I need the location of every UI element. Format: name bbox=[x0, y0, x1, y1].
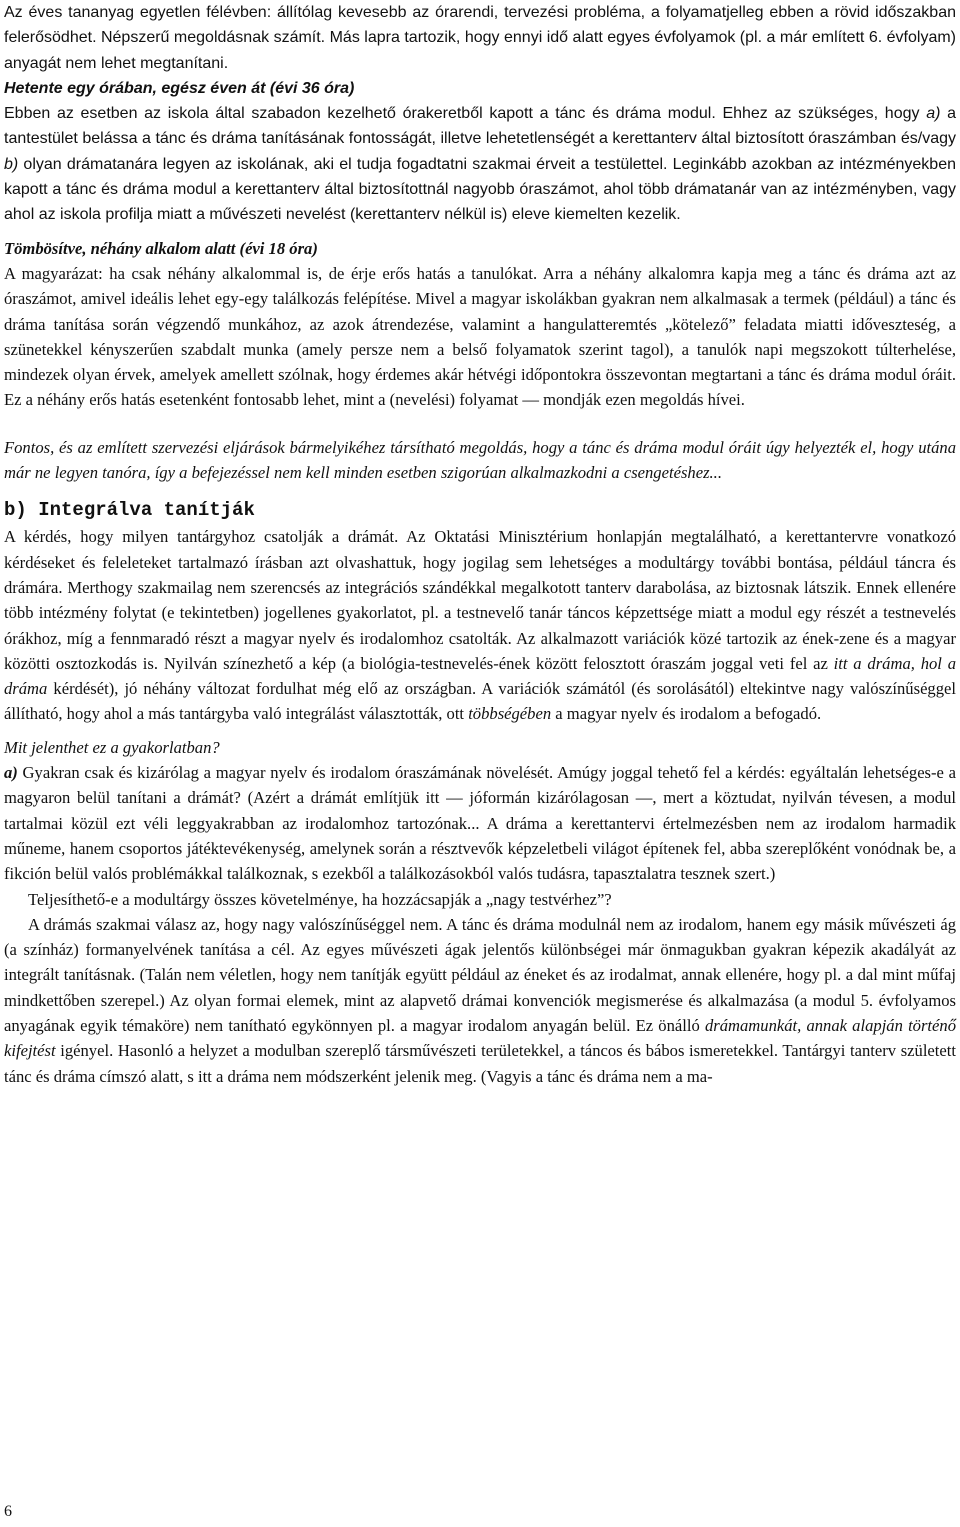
paragraph-condensed: A magyarázat: ha csak néhány alkalommal is, de érje erős hatás a tanulókat. Arra a néhány alkalomra kapja meg a tánc és dráma azt az óraszámot, amivel ideális lehet egy-egy találkozás felépítése. Mivel a magyar iskolákban gyakran nem alkalmasak a termek (például) a tánc és dráma tanítása során végzendő munkához, az azok átrendezése, valamint a hangulatteremtés „kötelező” feladata miatti időveszteség, a szünetekkel kényszerűen szabdalt munka (amely persze nem a belső folyamatok szerint tagol), a tanulók napi megszokott túlterhelése, mindezek olyan érvek, amelyek amellett szólnak, hogy érdemes akár hétvégi időpontokra összevontan megtartani a tánc és dráma modul óráit. Ez a néhány erős hatás esetenként fontosabb lehet, mint a (nevelési) folyamat — mondják ezen megoldás hívei. bbox=[4, 263, 956, 410]
integrated-text-3: a magyar nyelv és irodalom a befogadó. bbox=[551, 704, 822, 724]
answer-text-1: A drámás szakmai válasz az, hogy nagy valószínűséggel nem. A tánc és dráma modulnál nem az irodalom, hanem egy másik művészeti ág (a színház) formanyelvének tanítása a cél. Az egyes művészeti ágak jelentős különbségei már önmagukban gyakran képezik akadályát az integrált tanításnak. (Talán nem véletlen, hogy nem tanítják együtt például az éneket és az irodalmat, annak ellenére, hogy pl. a dal mint műfaj mindkettőben szerepel.) Az olyan formai elemek, mint az alapvető drámai konvenciók megismerése és alkalmazása (a modul 5. évfolyamos anyagának egyik témaköre) nem tanítható egykönnyen pl. a magyar irodalom anyagán belül. Ez önálló bbox=[4, 914, 956, 1035]
spacer bbox=[4, 228, 956, 236]
paragraph-integrated bbox=[4, 524, 956, 726]
heading-weekly: Hetente egy órában, egész éven át (évi 36 óra) bbox=[4, 79, 355, 97]
answer-text-2: igényel. Hasonló a helyzet a modulban szereplő társművészeti területekkel, a táncos és bábos ismeretekkel. Tantárgyi tanterv született tánc és dráma címszó alatt, s itt a dráma nem módszerként jelenik meg. (Vagyis a tánc és dráma nem a ma- bbox=[4, 1041, 956, 1086]
paragraph-note: Fontos, és az említett szervezési eljárások bármelyikéhez társítható megoldás, hogy a tánc és dráma modul óráit úgy helyezték el, hogy utána már ne legyen tanóra, így a befejezéssel nem kell minden esetben szigorúan alkalmazkodni a csengetéshez... bbox=[4, 437, 956, 483]
weekly-marker-a: a) bbox=[926, 105, 941, 123]
weekly-marker-b: b) bbox=[4, 155, 19, 173]
paragraph-practice bbox=[4, 760, 956, 886]
practice-marker-a: a) bbox=[4, 763, 18, 783]
spacer bbox=[4, 485, 956, 497]
heading-integrated: b) Integrálva tanítják bbox=[4, 499, 255, 522]
spacer bbox=[4, 413, 956, 435]
weekly-text-2: a tantestület belássa a tánc és dráma tanításának fontosságát, illetve lehetetlenségét a kerettanterv által biztosított óraszámban és/vagy bbox=[4, 105, 957, 148]
integrated-italic-2: többségében bbox=[468, 704, 552, 724]
heading-practice: Mit jelenthet ez a gyakorlatban? bbox=[4, 737, 220, 757]
page-number: 6 bbox=[4, 1503, 12, 1520]
paragraph-single-semester: Az éves tananyag egyetlen félévben: állítólag kevesebb az órarendi, tervezési probléma, a folyamatjelleg ebben a rövid időszakban felerősödhet. Népszerű megoldásnak számít. Más lapra tartozik, hogy ennyi idő alatt egyes évfolyamok (pl. a már említett 6. évfolyam) anyagát nem lehet megtanítani. bbox=[4, 4, 956, 72]
spacer bbox=[4, 727, 956, 735]
weekly-text-3: olyan drámatanára legyen az iskolának, aki el tudja fogadtatni szakmai érveit a testülettel. Leginkább azokban az intézményekben kapott a tánc és dráma modul a kerettanterv által biztosítottnál nagyobb óraszámot, ahol több drámatanár van az intézményben, vagy ahol az iskola profilja miatt a művészeti nevelést (kerettanterv nélkül is) eleve kiemelten kezelik. bbox=[4, 155, 956, 224]
paragraph-answer bbox=[4, 912, 956, 1089]
integrated-text-2: kérdését), jó néhány változat fordulhat még elő az országban. A variációk számától (és sorolásától) eltekintve nagy valószínűséggel állítható, hogy ahol a más tantárgyba való integrálást választották, ott bbox=[4, 679, 956, 724]
integrated-italic-1: itt a dráma, hol a dráma bbox=[4, 653, 957, 699]
paragraph-weekly bbox=[4, 101, 956, 227]
practice-text: Gyakran csak és kizárólag a magyar nyelv és irodalom óraszámának növelését. Amúgy joggal tehető fel a kérdés: egyáltalán lehetséges-e a magyaron belül tanítani a drámát? (Azért a drámát említjük itt — jóformán kizárólagosan —, mert a köztudat, nyilván tévesen, a modul tartalmai közül ezt véli leggyakrabban az irodalomhoz tartozónak... A dráma a kerettantervi értelmezésben nem az irodalom harmadik műneme, hanem csoportos játéktevékenység, amelynek során a résztvevők képzeletbeli világot építenek fel, abba szereplőként vonódnak be, a fikción belül valós problémákkal találkoznak, s ezekből a találkozásokból valós tudásra, tapasztalatra tesznek szert.) bbox=[4, 763, 956, 884]
weekly-text-1: Ebben az esetben az iskola által szabadon kezelhető órakeretből kapott a tánc és dráma modul. Ehhez az szükséges, hogy bbox=[4, 105, 927, 123]
answer-italic-1: drámamunkát, annak alapján történő kifejtést bbox=[4, 1015, 957, 1061]
paragraph-question: Teljesíthető-e a modultárgy összes követelménye, ha hozzácsapják a „nagy testvérhez”? bbox=[28, 889, 612, 909]
integrated-text-1: A kérdés, hogy milyen tantárgyhoz csatolják a drámát. Az Oktatási Minisztérium honlapján megtalálható, a kerettantervre vonatkozó kérdéseket és feleleteket tartalmazó írásban azt olvashattuk, hogy jogilag sem lehetséges a modultárgy további bontása, például táncra és drámára. Merthogy szakmailag nem szerencsés az integrációs szándékkal megalkotott tanterv darabolása, az biztosnak látszik. Ennek ellenére több intézmény folytat (e tekintetben) jogellenes gyakorlatot, pl. a testnevelő tanár táncos képzettsége miatt a modul egy részét a testnevelés órákhoz, míg a fennmaradó részt a magyar nyelv és irodalomhoz csatolták. Az alkalmazott variációk közé tartozik az ének-zene és a magyar közötti osztozkodás is. Nyilván színezhető a kép (a biológia-testnevelés-ének között felosztott óraszám joggal veti fel az bbox=[4, 527, 956, 673]
heading-condensed: Tömbösítve, néhány alkalom alatt (évi 18 óra) bbox=[4, 238, 318, 258]
page-content bbox=[4, 0, 956, 1089]
